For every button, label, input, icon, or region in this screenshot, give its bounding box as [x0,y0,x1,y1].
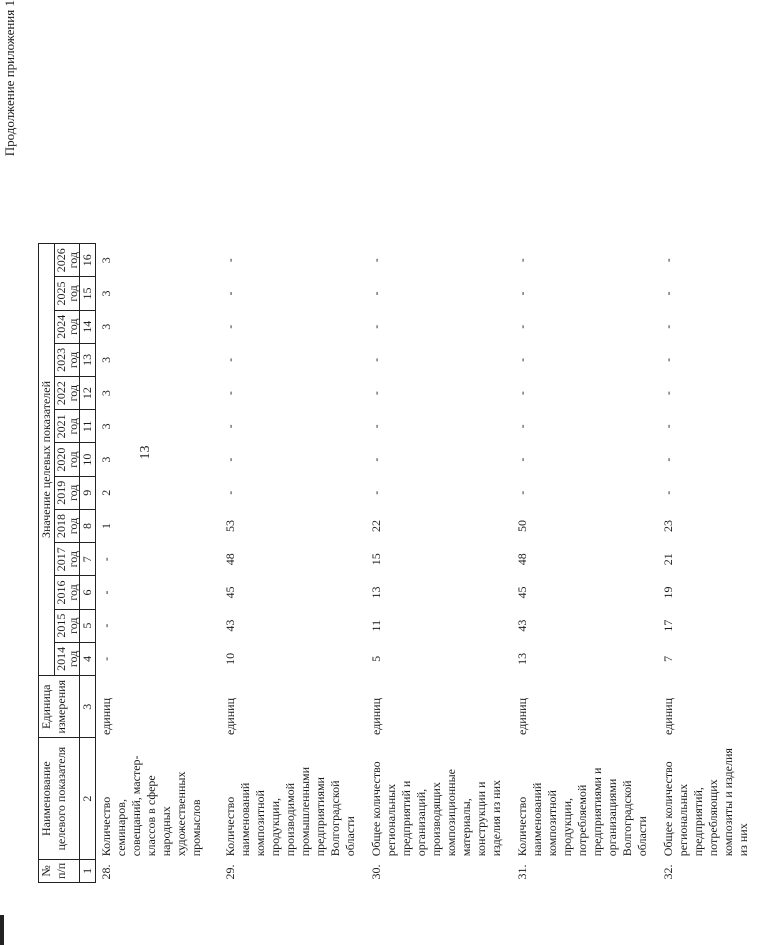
indicators-table [38,243,759,883]
row-value: 45 [220,576,366,609]
header-values: Значение целевых показателей [39,244,55,676]
column-number: 11 [80,410,96,443]
column-number: 15 [80,277,96,310]
row-value: - [512,377,658,410]
subprogram-row [212,244,220,883]
row-value: - [220,310,366,343]
column-number: 12 [80,377,96,410]
row-value: 1 [96,509,213,542]
row-value: 19 [658,576,759,609]
subprogram-title [212,244,220,883]
table-body [96,244,759,883]
row-value: 13 [512,642,658,675]
row-unit: единиц [658,675,759,737]
row-value: - [96,609,213,642]
row-value: - [512,310,658,343]
row-name: Количество наименований композитной продукции, производимой промышленными предприятиями Волгоградской области [220,738,366,859]
continuation-label: Продолжение приложения 1 [2,0,18,156]
row-value: - [220,377,366,410]
year-header: 2021 год [55,410,80,443]
row-value: - [366,310,512,343]
row-value: - [658,476,759,509]
row-value: 43 [512,609,658,642]
row-value: 53 [220,509,366,542]
row-value: - [658,443,759,476]
column-number: 1 [80,859,96,882]
row-value: 3 [96,343,213,376]
row-num: 31. [512,859,658,882]
row-value: - [512,410,658,443]
row-value: - [96,642,213,675]
table-row [512,244,658,883]
row-num: 29. [220,859,366,882]
row-num: 28. [96,859,213,882]
row-value: - [366,443,512,476]
column-number: 9 [80,476,96,509]
row-name: Количество семинаров, совещаний, мастер-классов в сфере народных художественных промыслов [96,738,213,859]
row-value: 13 [366,576,512,609]
table-row [366,244,512,883]
row-value: 48 [220,543,366,576]
row-value: 10 [220,642,366,675]
row-value: - [366,410,512,443]
row-value: 5 [366,642,512,675]
row-value: 3 [96,244,213,277]
row-value: - [366,244,512,277]
column-number: 4 [80,642,96,675]
row-value: - [366,343,512,376]
year-header: 2016 год [55,576,80,609]
header-name: Наименование целевого показателя [39,738,80,859]
scan-mark [0,915,4,945]
row-value: - [658,410,759,443]
row-value: - [512,443,658,476]
row-value: - [658,310,759,343]
column-number: 16 [80,244,96,277]
year-header: 2022 год [55,377,80,410]
row-value: - [96,576,213,609]
row-value: - [512,343,658,376]
column-number: 10 [80,443,96,476]
row-value: 2 [96,476,213,509]
column-numbers-row [80,244,96,883]
row-value: 11 [366,609,512,642]
column-number: 2 [80,738,96,859]
row-num: 32. [658,859,759,882]
table-row [220,244,366,883]
row-value: - [220,476,366,509]
row-value: 17 [658,609,759,642]
header-unit: Единица измерения [39,675,80,737]
row-value: - [512,244,658,277]
row-value: 3 [96,377,213,410]
column-number: 7 [80,543,96,576]
row-value: 23 [658,509,759,542]
row-unit: единиц [512,675,658,737]
row-value: 3 [96,277,213,310]
row-value: - [658,343,759,376]
row-value: 7 [658,642,759,675]
row-name: Количество наименований композитной продукции, потребляемой предприятиями и организациями Волгоградской области [512,738,658,859]
row-value: - [658,244,759,277]
row-unit: единиц [220,675,366,737]
row-value: - [512,277,658,310]
header-num: № п/п [39,859,80,882]
row-value: - [366,476,512,509]
row-value: 50 [512,509,658,542]
year-header: 2018 год [55,509,80,542]
row-value: 21 [658,543,759,576]
row-value: - [220,244,366,277]
column-number: 8 [80,509,96,542]
row-name: Общее количество региональных предприятий, потребляющих композиты и изделия из них [658,738,759,859]
table-row [96,244,213,883]
year-header: 2020 год [55,443,80,476]
row-num: 30. [366,859,512,882]
row-value: 15 [366,543,512,576]
year-header: 2026 год [55,244,80,277]
row-value: 3 [96,443,213,476]
row-value: 3 [96,410,213,443]
row-value: - [366,377,512,410]
table-row [658,244,759,883]
year-header: 2019 год [55,476,80,509]
row-value: 43 [220,609,366,642]
year-header: 2015 год [55,609,80,642]
year-header: 2017 год [55,543,80,576]
row-value: - [512,476,658,509]
row-value: 45 [512,576,658,609]
column-number: 5 [80,609,96,642]
row-value: - [658,377,759,410]
row-unit: единиц [96,675,213,737]
year-header: 2024 год [55,310,80,343]
column-number: 13 [80,343,96,376]
column-number: 14 [80,310,96,343]
year-header: 2014 год [55,642,80,675]
year-header: 2023 год [55,343,80,376]
row-value: - [220,443,366,476]
header-row [39,244,55,883]
row-value: - [96,543,213,576]
page-number: 13 [138,0,154,905]
row-unit: единиц [366,675,512,737]
row-value: - [220,343,366,376]
row-value: - [366,277,512,310]
column-number: 6 [80,576,96,609]
row-value: 22 [366,509,512,542]
column-number: 3 [80,675,96,737]
year-header: 2025 год [55,277,80,310]
row-name: Общее количество региональных предприятий и организаций, производящих композиционные материалы, конструкции и изделия из них [366,738,512,859]
row-value: 48 [512,543,658,576]
row-value: 3 [96,310,213,343]
row-value: - [220,410,366,443]
row-value: - [220,277,366,310]
row-value: - [658,277,759,310]
